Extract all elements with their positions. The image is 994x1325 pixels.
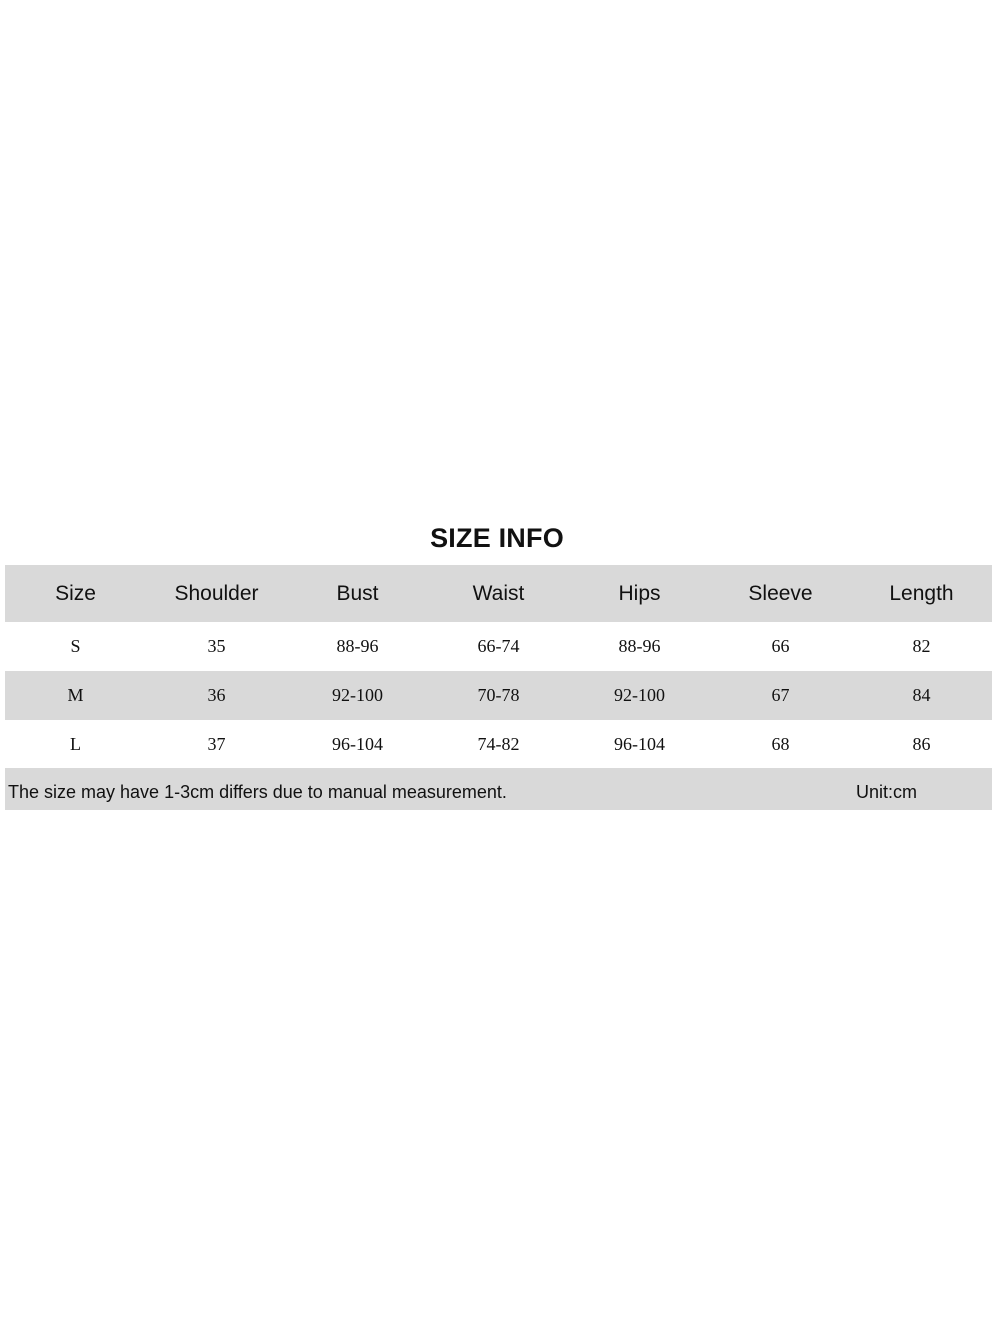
cell-hips: 88-96 <box>569 622 710 671</box>
cell-shoulder: 35 <box>146 622 287 671</box>
cell-sleeve: 66 <box>710 622 851 671</box>
cell-size: L <box>5 720 146 769</box>
unit-label: Unit:cm <box>856 782 918 802</box>
cell-hips: 92-100 <box>569 671 710 720</box>
header-size: Size <box>5 565 146 622</box>
cell-waist: 66-74 <box>428 622 569 671</box>
header-shoulder: Shoulder <box>146 565 287 622</box>
table-row <box>5 671 992 720</box>
cell-bust: 96-104 <box>287 720 428 769</box>
cell-bust: 88-96 <box>287 622 428 671</box>
table-row <box>5 720 992 769</box>
cell-sleeve: 68 <box>710 720 851 769</box>
cell-size: S <box>5 622 146 671</box>
cell-length: 86 <box>851 720 992 769</box>
measurement-note-bar <box>5 768 992 810</box>
table-header-row <box>5 565 992 622</box>
header-sleeve: Sleeve <box>710 565 851 622</box>
cell-waist: 74-82 <box>428 720 569 769</box>
measurement-note: The size may have 1-3cm differs due to manual measurement. <box>8 782 507 802</box>
cell-waist: 70-78 <box>428 671 569 720</box>
header-hips: Hips <box>569 565 710 622</box>
cell-shoulder: 37 <box>146 720 287 769</box>
cell-hips: 96-104 <box>569 720 710 769</box>
cell-shoulder: 36 <box>146 671 287 720</box>
size-table <box>5 565 992 769</box>
cell-size: M <box>5 671 146 720</box>
table-row <box>5 622 992 671</box>
page-title: SIZE INFO <box>430 523 564 553</box>
cell-sleeve: 67 <box>710 671 851 720</box>
header-waist: Waist <box>428 565 569 622</box>
header-bust: Bust <box>287 565 428 622</box>
header-length: Length <box>851 565 992 622</box>
cell-length: 82 <box>851 622 992 671</box>
cell-bust: 92-100 <box>287 671 428 720</box>
cell-length: 84 <box>851 671 992 720</box>
